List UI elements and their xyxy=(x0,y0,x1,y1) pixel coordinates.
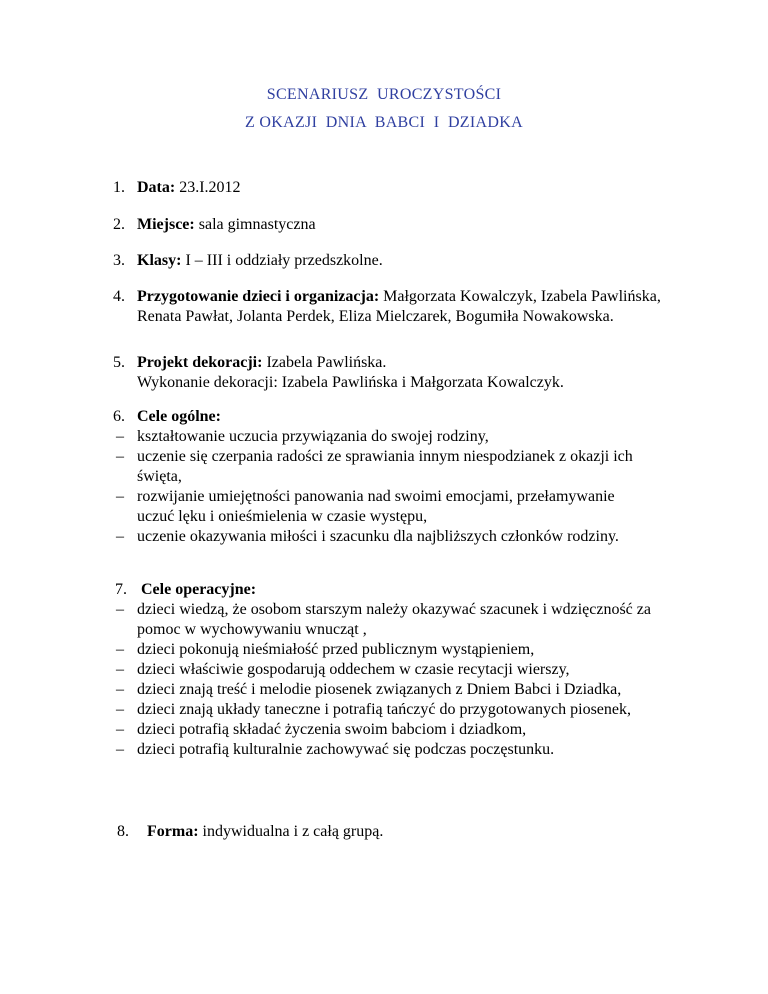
document-title-line-2: Z OKAZJI DNIA BABCI I DZIADKA xyxy=(245,114,523,131)
list-item xyxy=(113,660,668,680)
operational-goals-list xyxy=(113,600,668,760)
bullet-text: dzieci wiedzą, że osobom starszym należy okazywać szacunek i wdzięczność za pomoc w wychowywaniu wnucząt , xyxy=(137,601,651,638)
item-label: Data: xyxy=(137,179,176,196)
item-label: Przygotowanie dzieci i organizacja: xyxy=(137,288,380,305)
item-number: 8. xyxy=(117,823,129,840)
dash-bullet: – xyxy=(116,701,124,718)
list-item xyxy=(113,740,668,760)
list-item xyxy=(113,700,668,720)
list-item-date xyxy=(113,178,673,198)
dash-bullet: – xyxy=(116,681,124,698)
list-item xyxy=(113,447,643,487)
bullet-text: rozwijanie umiejętności panowania nad swoimi emocjami, przełamywanie uczuć lęku i onieśmielenia w czasie występu, xyxy=(137,488,615,525)
list-item-decoration xyxy=(113,353,673,393)
dash-bullet: – xyxy=(116,641,124,658)
dash-bullet: – xyxy=(116,428,124,445)
item-label: Miejsce: xyxy=(137,216,195,233)
list-item xyxy=(113,640,668,660)
dash-bullet: – xyxy=(116,741,124,758)
list-item xyxy=(113,680,668,700)
item-label: Forma: xyxy=(147,823,199,840)
item-text: sala gimnastyczna xyxy=(194,216,316,233)
list-item-general-goals xyxy=(113,407,643,547)
bullet-text: uczenie się czerpania radości ze sprawiania innym niespodzianek z okazji ich święta, xyxy=(137,448,633,485)
item-number: 3. xyxy=(113,252,125,269)
item-text: indywidualna i z całą grupą. xyxy=(198,823,384,840)
item-number: 4. xyxy=(113,288,125,305)
item-number: 2. xyxy=(113,216,125,233)
item-number: 1. xyxy=(113,179,125,196)
dash-bullet: – xyxy=(116,721,124,738)
dash-bullet: – xyxy=(116,448,124,465)
dash-bullet: – xyxy=(116,488,124,505)
dash-bullet: – xyxy=(116,528,124,545)
dash-bullet: – xyxy=(116,661,124,678)
document-title-line-1: SCENARIUSZ UROCZYSTOŚCI xyxy=(266,86,502,103)
bullet-text: uczenie okazywania miłości i szacunku dla najbliższych członków rodziny. xyxy=(137,528,619,545)
bullet-text: dzieci właściwie gospodarują oddechem w czasie recytacji wierszy, xyxy=(137,661,570,678)
bullet-text: dzieci potrafią składać życzenia swoim babciom i dziadkom, xyxy=(137,721,527,738)
item-label: Cele ogólne: xyxy=(137,408,221,425)
item-label: Cele operacyjne: xyxy=(141,581,257,598)
item-text: Małgorzata Kowalczyk, Izabela Pawlińska, Renata Pawłat, Jolanta Perdek, Eliza Mielczarek, Bogumiła Nowakowska. xyxy=(137,288,661,325)
item-number: 6. xyxy=(113,408,125,425)
list-item xyxy=(113,720,668,740)
list-item-organization xyxy=(113,287,661,327)
dash-bullet: – xyxy=(116,601,124,618)
item-label: Projekt dekoracji: xyxy=(137,354,263,371)
item-text: Izabela Pawlińska. xyxy=(262,354,387,371)
bullet-text: dzieci pokonują nieśmiałość przed publicznym wystąpieniem, xyxy=(137,641,535,658)
bullet-text: dzieci znają treść i melodie piosenek związanych z Dniem Babci i Dziadka, xyxy=(137,681,622,698)
list-item xyxy=(113,487,643,527)
bullet-text: kształtowanie uczucia przywiązania do swojej rodziny, xyxy=(137,428,489,445)
list-item-place xyxy=(113,215,673,235)
item-text: I – III i oddziały przedszkolne. xyxy=(181,252,383,269)
list-item xyxy=(113,427,643,447)
list-item-form xyxy=(113,822,673,842)
item-number: 7. xyxy=(115,581,127,598)
bullet-text: dzieci znają układy taneczne i potrafią tańczyć do przygotowanych piosenek, xyxy=(137,701,631,718)
list-item xyxy=(113,527,643,547)
bullet-text: dzieci potrafią kulturalnie zachowywać się podczas poczęstunku. xyxy=(137,741,555,758)
item-label: Klasy: xyxy=(137,252,182,269)
item-number: 5. xyxy=(113,354,125,371)
general-goals-list xyxy=(113,427,643,547)
list-item-operational-goals xyxy=(113,580,668,760)
list-item-classes xyxy=(113,251,673,271)
item-text: 23.I.2012 xyxy=(175,179,241,196)
list-item xyxy=(113,600,668,640)
item-subline: Wykonanie dekoracji: Izabela Pawlińska i Małgorzata Kowalczyk. xyxy=(137,374,564,391)
